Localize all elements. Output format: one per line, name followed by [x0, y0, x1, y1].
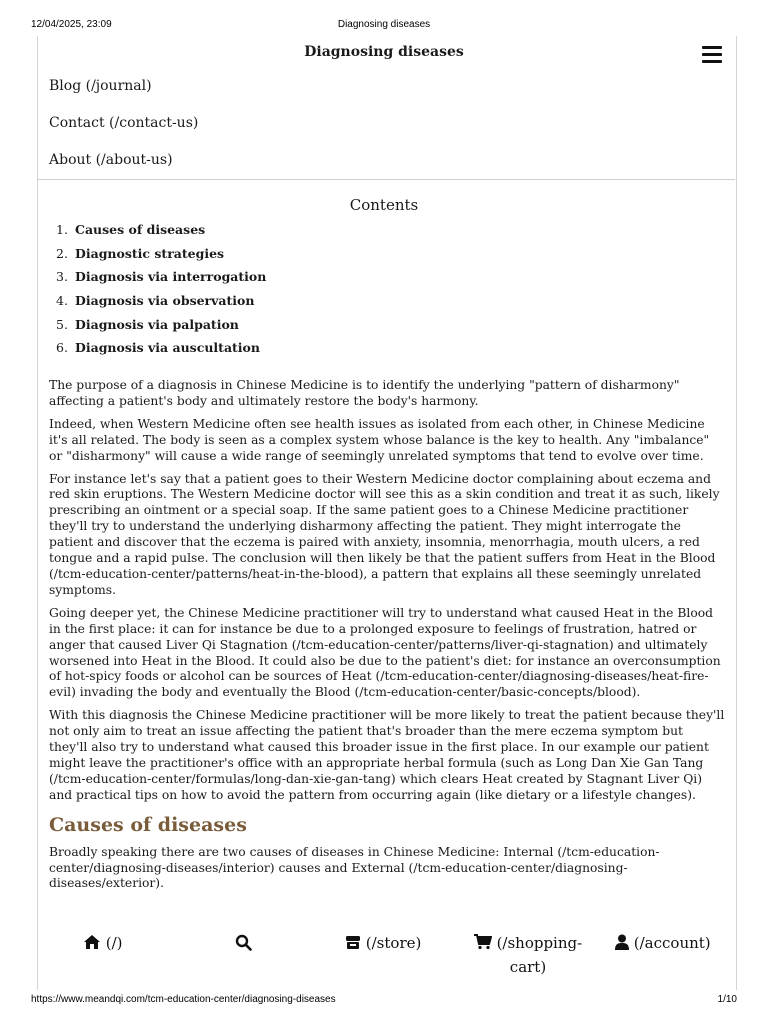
home-icon: [83, 934, 101, 950]
bottom-nav-cart-label: (/shopping-: [496, 934, 583, 952]
print-page-number: 1/10: [717, 994, 737, 1005]
bottom-nav-account-label: (/account): [633, 934, 711, 952]
article-paragraph: Broadly speaking there are two causes of diseases in Chinese Medicine: Internal (/tcm-education-center/diagnosing-diseases/interior) causes and External (/tcm-education-center/diagnosing-diseases/exterior).: [49, 844, 660, 891]
bottom-nav-cart-label-2: cart): [509, 958, 547, 976]
print-footer: [0, 994, 768, 1008]
bottom-nav-store[interactable]: [345, 934, 421, 952]
toc-link-interrogation[interactable]: Diagnosis via interrogation: [75, 269, 267, 285]
nav-link-about[interactable]: About (/about-us): [49, 152, 173, 168]
toc-link-observation[interactable]: Diagnosis via observation: [75, 293, 255, 309]
nav-link-blog[interactable]: Blog (/journal): [49, 78, 152, 94]
article-paragraph: Going deeper yet, the Chinese Medicine practitioner will try to understand what caused Heat in the Blood in the first place: it can for instance be due to a prolonged exposure to feelings of frustration, hatred or anger that caused Liver Qi Stagnation (/tcm-education-center/patterns/liver-qi-stagnation) and ultimately worsened into Heat in the Blood. It could also be due to the patient's diet: for instance an overconsumption of hot-spicy foods or alcohol can be sources of Heat (/tcm-education-center/diagnosing-diseases/heat-fire-evil) invading the body and eventually the Blood (/tcm-education-center/basic-concepts/blood).: [49, 605, 721, 700]
cart-icon: [474, 934, 492, 950]
nav-divider: [37, 179, 735, 180]
hamburger-icon[interactable]: [702, 46, 722, 64]
print-page-title: Diagnosing diseases: [337, 19, 431, 30]
article-paragraph: With this diagnosis the Chinese Medicine practitioner will be more likely to treat the patient because they'll not only aim to treat an issue affecting the patient that's broader than the mere eczema symptom but they'll also try to understand what caused this broader issue in the first place. In our example our patient might leave the practitioner's office with an appropriate herbal formula (such as Long Dan Xie Gan Tang (/tcm-education-center/formulas/long-dan-xie-gan-tang) which clears Heat created by Stagnant Liver Qi) and practical tips on how to avoid the pattern from occurring again (like dietary or a lifestyle changes).: [49, 708, 725, 802]
article-paragraph: Indeed, when Western Medicine often see health issues as isolated from each other, in Chinese Medicine it's all related. The body is seen as a complex system whose balance is the key to health. Any "imbalance" or "disharmony" will cause a wide range of seemingly unrelated symptoms that tend to evolve over time.: [49, 416, 710, 463]
user-icon: [615, 934, 629, 950]
toc-item: 1. Causes of diseases: [56, 222, 206, 237]
bottom-nav-home[interactable]: [83, 934, 123, 952]
toc-item: 4. Diagnosis via observation: [56, 293, 255, 309]
print-header: [0, 19, 768, 33]
site-title: Diagnosing diseases: [304, 44, 464, 60]
search-icon: [235, 934, 252, 951]
print-url: https://www.meandqi.com/tcm-education-center/diagnosing-diseases: [31, 994, 336, 1005]
toc-link-strategies[interactable]: Diagnostic strategies: [75, 245, 225, 261]
toc-link-causes[interactable]: Causes of diseases: [75, 222, 206, 237]
article-paragraph: The purpose of a diagnosis in Chinese Medicine is to identify the underlying "pattern of disharmony" affecting a patient's body and ultimately restore the body's harmony.: [49, 378, 680, 408]
article-paragraph: For instance let's say that a patient goes to their Western Medicine doctor complaining about eczema and red skin eruptions. The Western Medicine doctor will see this as a skin condition and treat it as such, likely prescribing an ointment or a special soap. If the same patient goes to a Chinese Medicine practitioner they'll try to understand the underlying disharmony affecting the patient. They might interrogate the patient and discover that the eczema is paired with anxiety, insomnia, menorrhagia, mouth ulcers, a red tongue and a rapid pulse. The conclusion will then likely be that the patient suffers from Heat in the Blood (/tcm-education-center/patterns/heat-in-the-blood), a pattern that explains all these seemingly unrelated symptoms.: [49, 471, 720, 597]
contents-title: Contents: [349, 196, 419, 214]
toc-link-palpation[interactable]: Diagnosis via palpation: [75, 316, 239, 332]
article-body: [49, 378, 725, 899]
toc-item: 3. Diagnosis via interrogation: [56, 269, 267, 285]
bottom-nav-store-label: (/store): [365, 934, 422, 952]
toc-item: 2. Diagnostic strategies: [56, 245, 225, 261]
bottom-nav-account[interactable]: [615, 934, 711, 952]
toc-item: 5. Diagnosis via palpation: [56, 316, 239, 332]
bottom-nav: [37, 930, 735, 982]
bottom-nav-cart[interactable]: [467, 931, 589, 979]
bottom-nav-search[interactable]: [235, 934, 252, 953]
print-datetime: 12/04/2025, 23:09: [31, 19, 112, 30]
toc-item: 6. Diagnosis via auscultation: [56, 340, 260, 356]
bottom-nav-home-label: (/): [105, 934, 123, 952]
store-icon: [345, 934, 361, 950]
nav-link-contact[interactable]: Contact (/contact-us): [49, 115, 199, 131]
table-of-contents: [56, 222, 266, 364]
section-heading-causes: Causes of diseases: [49, 813, 247, 836]
toc-link-auscultation[interactable]: Diagnosis via auscultation: [75, 340, 260, 356]
